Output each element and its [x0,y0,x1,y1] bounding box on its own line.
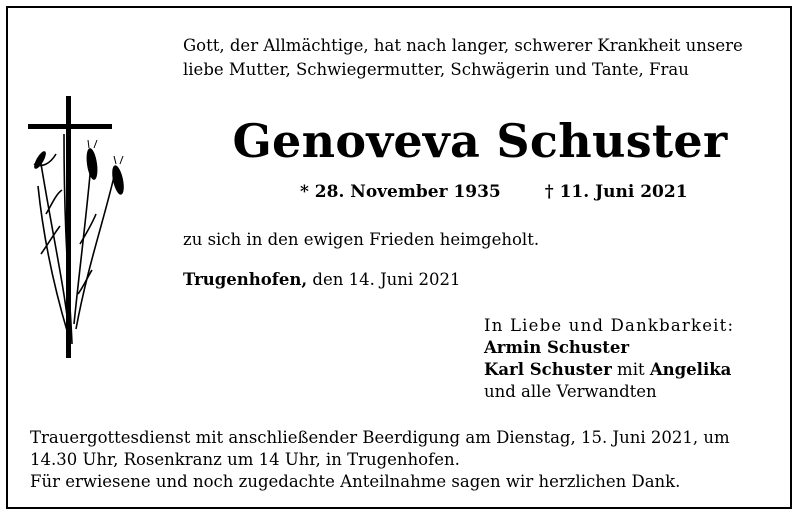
life-dates [300,182,688,202]
place-date [183,270,460,289]
death-date: † 11. Juni 2021 [544,182,688,202]
intro-line-1: Gott, der Allmächtige, hat nach langer, schwerer Krankheit unsere [183,36,743,55]
thanks-line: Für erwiesene und noch zugedachte Anteilnahme sagen wir herzlichen Dank. [30,472,681,491]
family-member-2-with: mit [611,360,650,379]
family-signature [484,315,734,403]
family-member-2-partner: Angelika [649,360,732,379]
taken-home-text: zu sich in den ewigen Frieden heimgeholt. [183,230,540,249]
funeral-line-2: 14.30 Uhr, Rosenkranz um 14 Uhr, in Trugenhofen. [30,450,460,469]
family-member-2: Karl Schuster [484,360,612,379]
cross-with-wheat-icon [26,94,136,362]
funeral-info [30,427,780,493]
intro-line-2: liebe Mutter, Schwiegermutter, Schwägerin und Tante, Frau [183,60,689,79]
funeral-line-1: Trauergottesdienst mit anschließender Beerdigung am Dienstag, 15. Juni 2021, um [30,428,730,447]
family-lead: In Liebe und Dankbarkeit: [484,316,735,335]
deceased-name: Genoveva Schuster [232,114,728,168]
place-name: Trugenhofen, [183,270,308,289]
family-others: und alle Verwandten [484,382,657,401]
notice-date: den 14. Juni 2021 [307,270,461,289]
intro-text [183,34,783,82]
birth-date: * 28. November 1935 [300,182,501,202]
family-member-1: Armin Schuster [484,338,630,357]
